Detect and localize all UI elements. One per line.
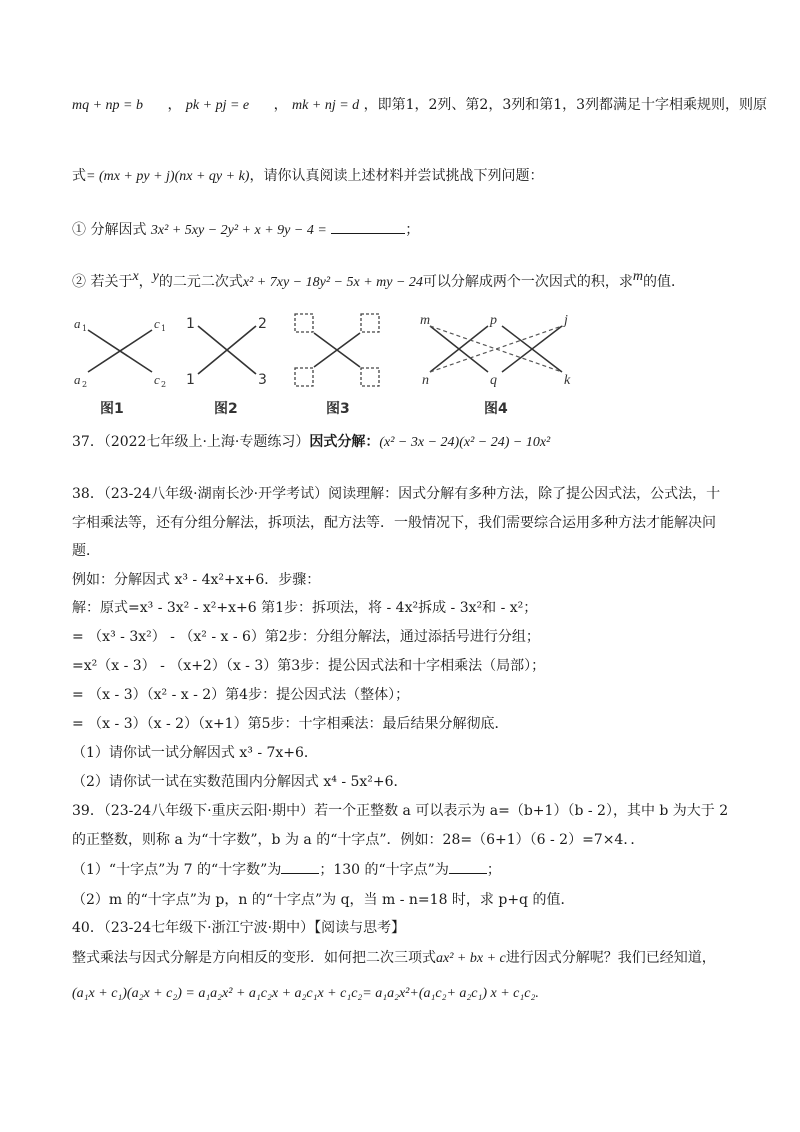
problem-38-step-3: =x²（x - 3） - （x+2）（x - 3）第3步：提公因式法和十字相乘法（局部）； <box>72 658 546 674</box>
label-j: j <box>564 313 568 328</box>
problem-37-task: 因式分解： <box>309 434 380 450</box>
problem-38-step-1: 解：原式=x³ - 3x² - x²+x+6 第1步：拆项法，将 - 4x²拆成 - 3x²和 - x²； <box>72 600 538 616</box>
label-m: m <box>420 313 431 328</box>
question-2: ② 若关于$^x$，$^y$的二元二次式x² + 7xy − 18y² − 5x + my − 24可以分解成两个一次因式的积，求$^m$的值． <box>72 269 686 290</box>
label-c1: c <box>154 316 160 331</box>
figure-3-cross-diagram <box>292 312 392 392</box>
question-1: ① 分解因式 3x² + 5xy − 2y² + x + 9y − 4 = ； <box>72 222 420 238</box>
label-a1: a <box>74 316 81 331</box>
problem-38-step-5: = （x - 3）（x - 2）（x+1）第5步：十字相乘法：最后结果分解彻底． <box>72 716 509 732</box>
figure-2-caption: 图2 <box>214 401 238 417</box>
condition-text: ，即第1，2列、第2，3列和第1，3列都满足十字相乘规则，则原 <box>363 97 768 113</box>
problem-37-number: 37． <box>72 434 104 450</box>
svg-text:2: 2 <box>161 380 167 389</box>
problem-38-line-3: 题． <box>72 543 100 559</box>
problem-38-line-1: 38．（23-24八年级·湖南长沙·开学考试）阅读理解：因式分解有多种方法，除了提公因式法，公式法，十 <box>72 486 721 502</box>
figure-3-caption: 图3 <box>326 401 350 417</box>
figure-3-svg <box>292 312 392 392</box>
result-line <box>72 166 543 187</box>
figure-4-caption: 图4 <box>484 401 508 417</box>
problem-38-question-2: （2）请你试一试在实数范围内分解因式 x⁴ - 5x²+6． <box>72 774 408 790</box>
figure-1-caption: 图1 <box>100 401 124 417</box>
label-k: k <box>564 373 571 388</box>
problem-38-question-1: （1）请你试一试分解因式 x³ - 7x+6． <box>72 745 318 761</box>
figure-4-svg <box>418 312 578 392</box>
question-2-expression: x² + 7xy − 18y² − 5x + my − 24 <box>242 275 423 290</box>
figure-4-cross-diagram <box>418 312 578 392</box>
label-n: n <box>422 373 429 388</box>
figure-1-svg <box>70 312 170 392</box>
label-p: p <box>490 313 497 328</box>
result-expression: = (mx + py + j)(nx + qy + k) <box>86 169 250 184</box>
problem-38-line-2: 字相乘法等，还有分组分解法，拆项法，配方法等．一般情况下，我们需要综合运用多种方法才能解决问 <box>72 515 716 531</box>
question-1-label: ① 分解因式 <box>72 222 147 238</box>
problem-39-line-2: 的正整数，则称 a 为“十字数”，b 为 a 的“十字点”．例如：28=（6+1）（6 - 2）=7×4．． <box>72 832 645 848</box>
problem-40-line-2: 整式乘法与因式分解是方向相反的变形．如何把二次三项式ax² + bx + c进行因式分解呢？我们已经知道， <box>72 950 716 966</box>
label-top-left: 1 <box>186 316 195 332</box>
problem-37-source: （2022七年级上·上海·专题练习） <box>103 434 310 450</box>
problem-37-expression: (x² − 3x − 24)(x² − 24) − 10x² <box>379 435 551 450</box>
result-text: ，请你认真阅读上述材料并尝试挑战下列问题： <box>249 168 544 184</box>
problem-40-line-1: 40．（23-24七年级下·浙江宁波·期中）【阅读与思考】 <box>72 920 406 936</box>
answer-blank <box>331 233 405 234</box>
svg-text:2: 2 <box>82 380 88 389</box>
svg-text:1: 1 <box>161 324 167 333</box>
equation-mq-np: mq + np = b <box>72 98 144 113</box>
problem-39-question-2: （2）m 的“十字点”为 p，n 的“十字点”为 q，当 m - n=18 时，求 p+q 的值． <box>72 892 575 908</box>
answer-blank <box>449 873 487 874</box>
problem-37 <box>72 432 550 453</box>
label-a2: a <box>74 372 81 387</box>
problem-38-example: 例如：分解因式 x³ - 4x²+x+6．步骤： <box>72 572 321 588</box>
problem-39-question-1: （1）“十字点”为 7 的“十字数”为 ；130 的“十字点”为 ； <box>72 862 501 878</box>
figure-2-cross-diagram <box>182 312 282 392</box>
result-prefix: 式 <box>72 168 86 184</box>
question-1-expression: 3x² + 5xy − 2y² + x + 9y − 4 = <box>150 223 327 238</box>
equation-mk-nj: mk + nj = d <box>292 98 360 113</box>
figure-1-cross-diagram <box>70 312 170 392</box>
label-q: q <box>490 373 497 388</box>
quadratic-expression: ax² + bx + c <box>436 951 506 966</box>
condition-line: mq + np = b ， pk + pj = e ， mk + nj = d ，即第1，2列、第2，3列和第1，3列都满足十字相乘规则，则原 <box>72 97 768 113</box>
problem-40-line-3: (a₁x + c₁)(a₂x + c₂) = a₁a₂x² + a₁c₂x + a₂c₁x + c₁c₂= a₁a₂x²+(a₁c₂+ a₂c₁) x + c₁c₂. <box>72 986 539 1001</box>
label-bottom-left: 1 <box>186 372 195 388</box>
problem-39-line-1: 39．（23-24八年级下·重庆云阳·期中）若一个正整数 a 可以表示为 a=（b+1）（b - 2），其中 b 为大于 2 <box>72 803 729 819</box>
answer-blank <box>281 873 319 874</box>
label-bottom-right: 3 <box>258 372 267 388</box>
figure-2-svg <box>182 312 282 392</box>
problem-38-step-4: = （x - 3）（x² - x - 2）第4步：提公因式法（整体）； <box>72 687 410 703</box>
equation-pk-pj: pk + pj = e <box>185 98 250 113</box>
svg-text:1: 1 <box>82 324 88 333</box>
label-top-right: 2 <box>258 316 267 332</box>
problem-38-step-2: = （x³ - 3x²） - （x² - x - 6）第2步：分组分解法，通过添括号进行分组； <box>72 629 540 645</box>
label-c2: c <box>154 372 160 387</box>
